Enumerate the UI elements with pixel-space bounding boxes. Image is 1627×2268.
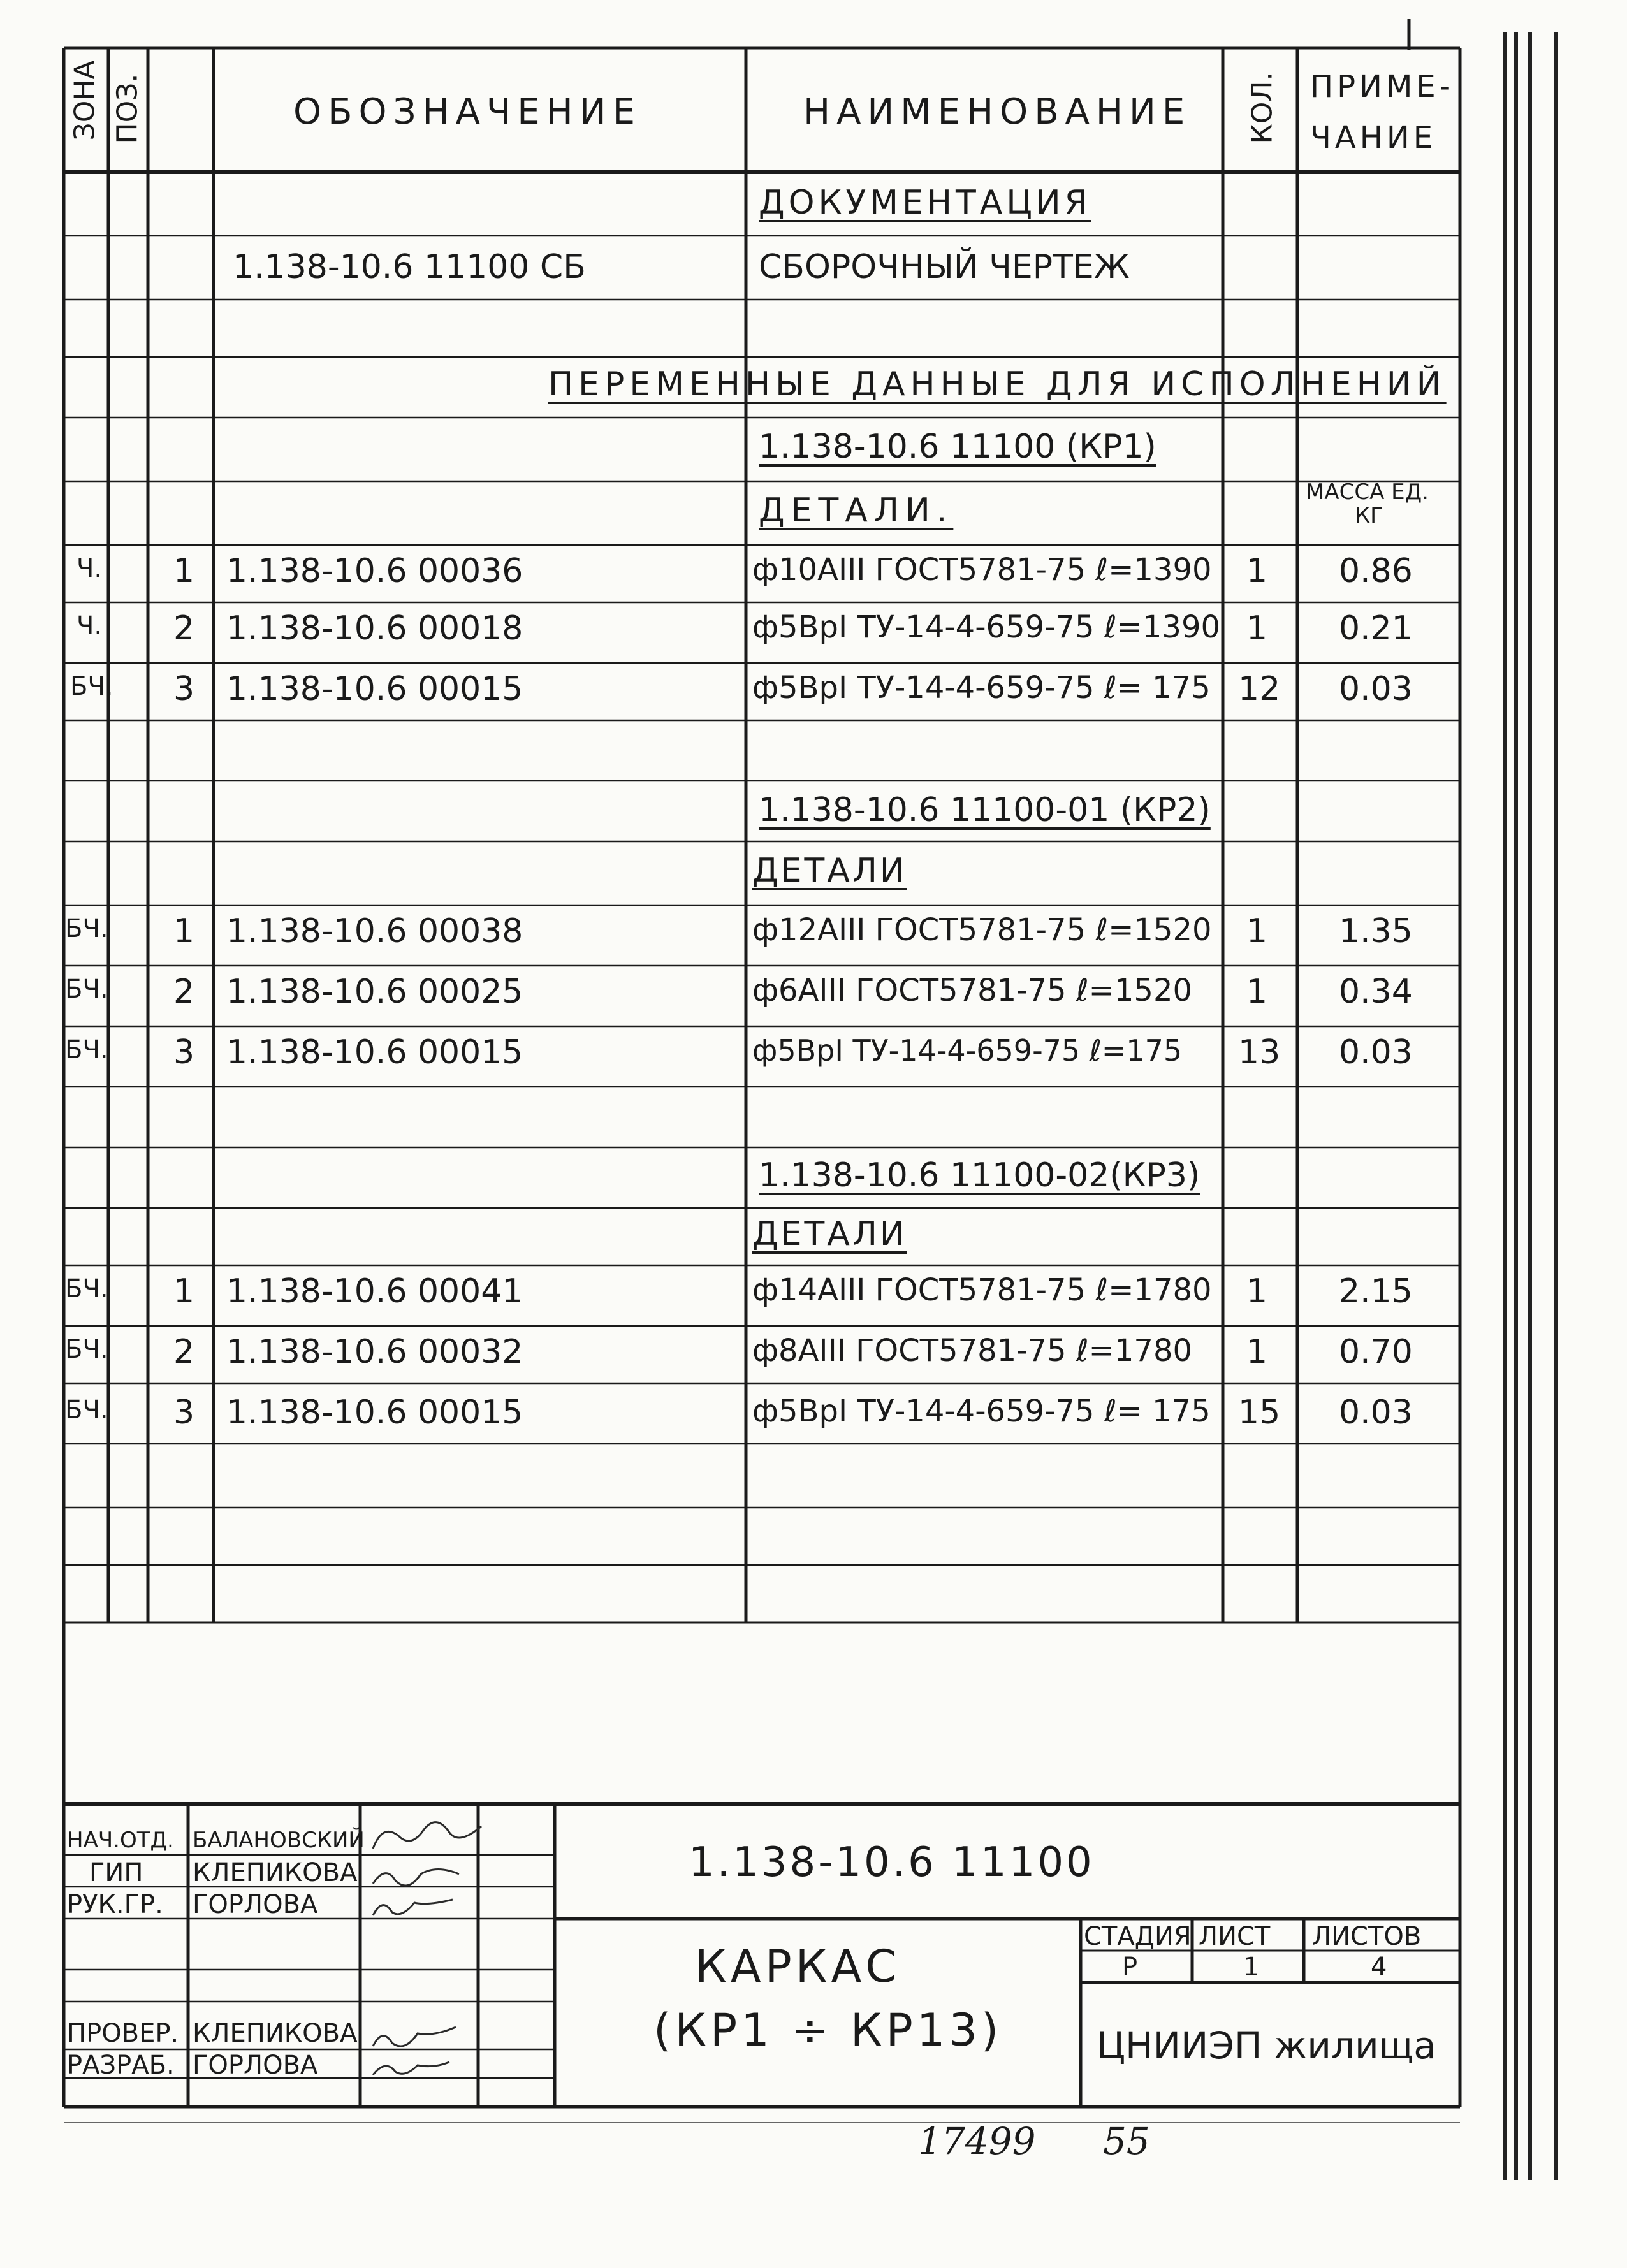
item-quantity: 12	[1238, 670, 1281, 708]
stamp-sheet-label: ЛИСТ	[1199, 1922, 1271, 1951]
header-note-line1: ПРИМЕ-	[1310, 69, 1455, 105]
signer-role: РУК.ГР.	[67, 1890, 163, 1919]
item-mass: 0.21	[1339, 609, 1413, 648]
assembly-designation: 1.138-10.6 11100 СБ	[233, 248, 586, 286]
signer-name: БАЛАНОВСКИЙ	[193, 1828, 365, 1853]
item-mass: 0.03	[1339, 670, 1413, 708]
item-quantity: 1	[1246, 609, 1268, 648]
group-title: 1.138-10.6 11100 (КР1)	[759, 428, 1156, 466]
stamp-designation: 1.138-10.6 11100	[689, 1839, 1095, 1886]
item-position: 2	[173, 973, 195, 1011]
group-details-label: ДЕТАЛИ	[752, 1215, 907, 1253]
section-variable-data: ПЕРЕМЕННЫЕ ДАННЫЕ ДЛЯ ИСПОЛНЕНИЙ	[548, 365, 1447, 403]
signer-name: КЛЕПИКОВА	[193, 1858, 358, 1887]
stamp-sheets-label: ЛИСТОВ	[1312, 1922, 1422, 1951]
item-quantity: 1	[1246, 1272, 1268, 1311]
stamp-sheets-value: 4	[1371, 1952, 1387, 1982]
item-mass: 0.70	[1339, 1333, 1413, 1371]
header-position: ПОЗ.	[111, 73, 144, 144]
group-title: 1.138-10.6 11100-02(КР3)	[759, 1156, 1200, 1195]
group-details-label: ДЕТАЛИ	[752, 852, 907, 890]
footer-page-number: 55	[1103, 2119, 1150, 2163]
item-mass: 0.34	[1339, 973, 1413, 1011]
header-name: НАИМЕНОВАНИЕ	[803, 91, 1192, 133]
item-mass: 0.03	[1339, 1033, 1413, 1072]
item-zone: БЧ.	[65, 1274, 108, 1304]
header-zone: ЗОНА	[68, 60, 101, 141]
header-designation: ОБОЗНАЧЕНИЕ	[293, 91, 642, 133]
stamp-organization: ЦНИИЭП жилища	[1097, 2024, 1436, 2067]
item-position: 2	[173, 1333, 195, 1371]
signer-role: НАЧ.ОТД.	[67, 1828, 174, 1853]
assembly-name: СБОРОЧНЫЙ ЧЕРТЕЖ	[759, 248, 1130, 286]
item-designation: 1.138-10.6 00018	[226, 609, 523, 648]
signature-mark	[373, 1870, 459, 1886]
item-mass: 2.15	[1339, 1272, 1413, 1311]
item-position: 1	[173, 1272, 195, 1311]
item-mass: 0.86	[1339, 552, 1413, 590]
item-name: ф14АIII ГОСТ5781-75 ℓ=1780	[752, 1272, 1212, 1308]
item-zone: БЧ.	[65, 1035, 108, 1065]
item-name: ф10АIII ГОСТ5781-75 ℓ=1390	[752, 552, 1212, 588]
item-zone: БЧ.	[65, 914, 108, 943]
item-zone: БЧ.	[65, 975, 108, 1004]
item-zone: БЧ.	[70, 672, 113, 701]
item-zone: БЧ.	[65, 1395, 108, 1425]
group-details-label: ДЕТАЛИ.	[759, 491, 954, 530]
item-designation: 1.138-10.6 00015	[226, 670, 523, 708]
signature-mark	[373, 2027, 456, 2046]
stamp-sheet-value: 1	[1243, 1952, 1260, 1982]
item-name: ф8АIII ГОСТ5781-75 ℓ=1780	[752, 1333, 1193, 1369]
item-designation: 1.138-10.6 00032	[226, 1333, 523, 1371]
item-quantity: 1	[1246, 1333, 1268, 1371]
item-quantity: 13	[1238, 1033, 1281, 1072]
item-position: 2	[173, 609, 195, 648]
item-quantity: 1	[1246, 912, 1268, 950]
item-name: ф5ВрI ТУ-14-4-659-75 ℓ= 175	[752, 1393, 1211, 1429]
item-quantity: 15	[1238, 1393, 1281, 1432]
item-position: 1	[173, 552, 195, 590]
item-position: 3	[173, 670, 195, 708]
signer-name: КЛЕПИКОВА	[193, 2019, 358, 2048]
item-quantity: 1	[1246, 552, 1268, 590]
item-name: ф5ВрI ТУ-14-4-659-75 ℓ=175	[752, 1033, 1183, 1068]
group-title: 1.138-10.6 11100-01 (КР2)	[759, 791, 1211, 829]
stamp-title-line1: КАРКАС	[695, 1940, 901, 1993]
signer-role: ПРОВЕР.	[67, 2019, 179, 2048]
item-designation: 1.138-10.6 00041	[226, 1272, 523, 1311]
item-quantity: 1	[1246, 973, 1268, 1011]
item-mass: 1.35	[1339, 912, 1413, 950]
item-position: 3	[173, 1393, 195, 1432]
item-mass: 0.03	[1339, 1393, 1413, 1432]
mass-label-line1: МАССА ЕД.	[1306, 479, 1429, 505]
item-designation: 1.138-10.6 00015	[226, 1033, 523, 1072]
item-zone: БЧ.	[65, 1335, 108, 1364]
item-position: 1	[173, 912, 195, 950]
item-designation: 1.138-10.6 00036	[226, 552, 523, 590]
signer-name: ГОРЛОВА	[193, 2051, 318, 2080]
mass-label-line2: КГ	[1355, 503, 1383, 528]
item-name: ф6АIII ГОСТ5781-75 ℓ=1520	[752, 973, 1193, 1008]
signature-mark	[373, 2062, 449, 2075]
item-name: ф12АIII ГОСТ5781-75 ℓ=1520	[752, 912, 1212, 948]
item-name: ф5ВрI ТУ-14-4-659-75 ℓ=1390	[752, 609, 1221, 645]
header-quantity: КОЛ.	[1246, 71, 1279, 144]
signer-name: ГОРЛОВА	[193, 1890, 318, 1919]
section-documentation: ДОКУМЕНТАЦИЯ	[759, 184, 1091, 222]
footer-inventory-number: 17499	[918, 2119, 1036, 2163]
stamp-title-line2: (КР1 ÷ КР13)	[653, 2004, 1003, 2056]
item-position: 3	[173, 1033, 195, 1072]
item-zone: Ч.	[77, 611, 103, 641]
stamp-stage-value: Р	[1122, 1952, 1138, 1982]
signature-mark	[373, 1900, 453, 1915]
item-designation: 1.138-10.6 00025	[226, 973, 523, 1011]
item-zone: Ч.	[77, 554, 103, 583]
signer-role: ГИП	[89, 1858, 143, 1887]
stamp-stage-label: СТАДИЯ	[1084, 1922, 1192, 1951]
item-designation: 1.138-10.6 00038	[226, 912, 523, 950]
item-designation: 1.138-10.6 00015	[226, 1393, 523, 1432]
signature-mark	[373, 1822, 481, 1849]
item-name: ф5ВрI ТУ-14-4-659-75 ℓ= 175	[752, 670, 1211, 706]
signer-role: РАЗРАБ.	[67, 2051, 175, 2080]
header-note-line2: ЧАНИЕ	[1310, 120, 1437, 156]
